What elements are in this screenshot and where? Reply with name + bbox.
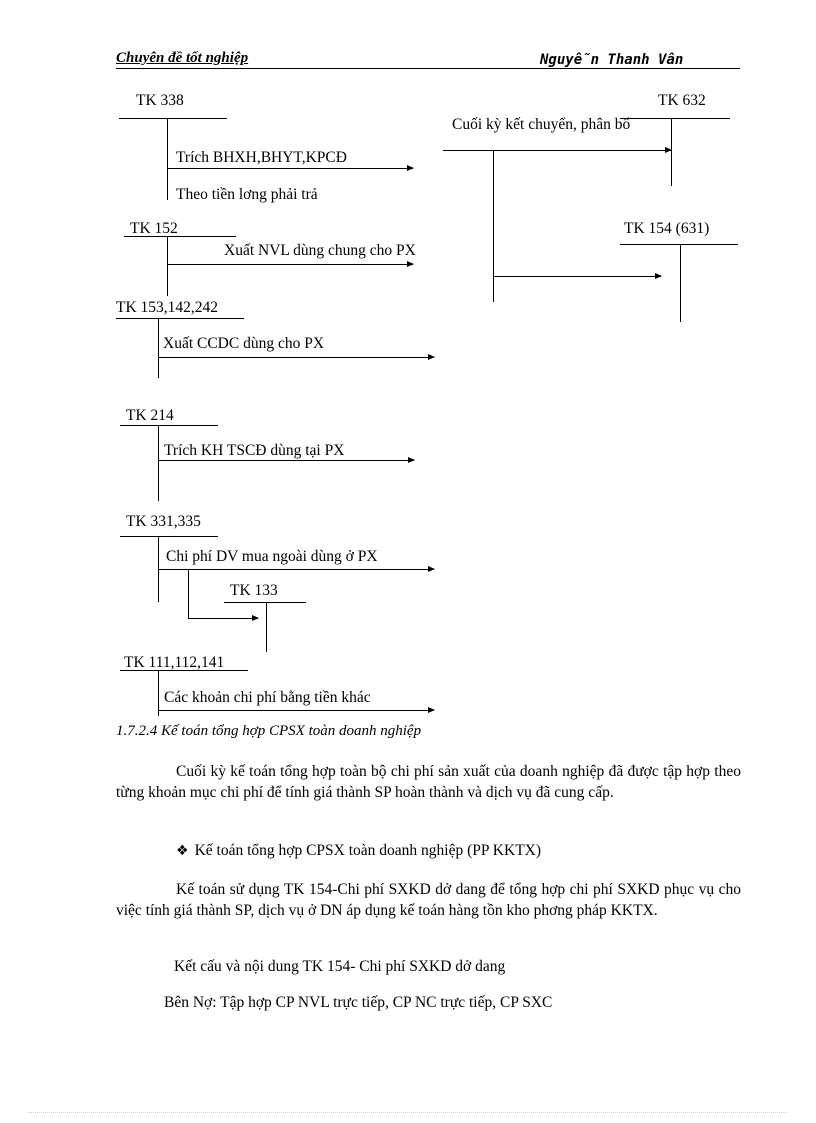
collector-vertical-line (493, 150, 494, 302)
trich-kh-arrow (158, 460, 414, 461)
paragraph-4: Bên Nợ: Tập hợp CP NVL trực tiếp, CP NC trực tiếp, CP SXC (164, 994, 553, 1011)
to-tk133-vertical-line (188, 569, 189, 619)
trich-bhxh-label: Trích BHXH,BHYT,KPCĐ (176, 149, 347, 166)
tk153-label: TK 153,142,242 (116, 299, 219, 316)
tk331-label: TK 331,335 (126, 513, 201, 530)
cac-khoan-arrow (158, 710, 434, 711)
xuat-nvl-label: Xuất NVL dùng chung cho PX (224, 242, 416, 259)
tk154-label: TK 154 (631) (624, 220, 710, 237)
bullet-item (176, 842, 541, 860)
footer-dotted-rule (28, 1112, 788, 1113)
xuat-nvl-arrow (167, 264, 413, 265)
tk214-vertical-line (158, 425, 159, 501)
tk338-label: TK 338 (136, 92, 184, 109)
paragraph-2: Kế toán sử dụng TK 154-Chi phí SXKD dở dang để tổng hợp chi phí SXKD phục vụ cho việc tính giá thành SP, dịch vụ ở DN áp dụng kế toán hàng tồn kho phơng pháp KKTX. (116, 881, 741, 919)
to-tk133-arrow (188, 618, 258, 619)
paragraph-1: Cuối kỳ kế toán tổng hợp toàn bộ chi phí sản xuất của doanh nghiệp đã được tập hợp theo từng khoản mục chi phí để tính giá thành SP hoàn thành và dịch vụ đã cung cấp. (116, 763, 741, 801)
diamond-bullet-icon: ❖ (176, 843, 189, 859)
tk152-vertical-line (167, 236, 168, 296)
tk154-vertical-line (680, 244, 681, 322)
xuat-ccdc-label: Xuất CCDC dùng cho PX (163, 335, 325, 352)
tk133-vertical-line (266, 602, 267, 652)
cuoi-ky-label: Cuối kỳ kết chuyển, phân bổ (452, 116, 631, 133)
theo-tien-luong-label: Theo tiền lơng phải trả (176, 186, 318, 203)
tk153-top-line (116, 318, 244, 319)
cac-khoan-label: Các khoản chi phí bằng tiền khác (164, 689, 371, 706)
section-heading: 1.7.2.4 Kế toán tổng hợp CPSX toàn doanh nghiệp (116, 723, 422, 739)
tk133-label: TK 133 (230, 582, 278, 599)
tk338-vertical-line (167, 118, 168, 200)
xuat-ccdc-arrow (158, 357, 434, 358)
header-left-title: Chuyên đề tốt nghiệp (116, 50, 249, 66)
header-rule (116, 68, 740, 69)
chi-phi-dv-label: Chi phí DV mua ngoài dùng ở PX (166, 548, 378, 565)
tk632-top-line (620, 118, 730, 119)
header-author: Nguyễn Thanh Vân (540, 52, 684, 68)
tk133-top-line (224, 602, 306, 603)
tk152-label: TK 152 (130, 220, 178, 237)
trich-bhxh-arrow (167, 168, 413, 169)
trich-kh-label: Trích KH TSCĐ dùng tại PX (164, 442, 345, 459)
chi-phi-dv-arrow (158, 569, 434, 570)
tk111-label: TK 111,112,141 (124, 654, 225, 671)
tk338-top-line (119, 118, 227, 119)
tk331-top-line (120, 536, 218, 537)
to-tk632-arrow (443, 150, 671, 151)
tk153-vertical-line (158, 318, 159, 378)
to-tk154-arrow (493, 276, 661, 277)
tk632-label: TK 632 (658, 92, 706, 109)
paragraph-3: Kết cấu và nội dung TK 154- Chi phí SXKD dở dang (174, 958, 506, 975)
bullet-text: Kế toán tổng hợp CPSX toàn doanh nghiệp (PP KKTX) (194, 842, 542, 859)
tk152-top-line (124, 236, 236, 237)
tk214-top-line (120, 425, 218, 426)
tk154-top-line (620, 244, 738, 245)
tk214-label: TK 214 (126, 407, 174, 424)
tk111-top-line (120, 670, 248, 671)
